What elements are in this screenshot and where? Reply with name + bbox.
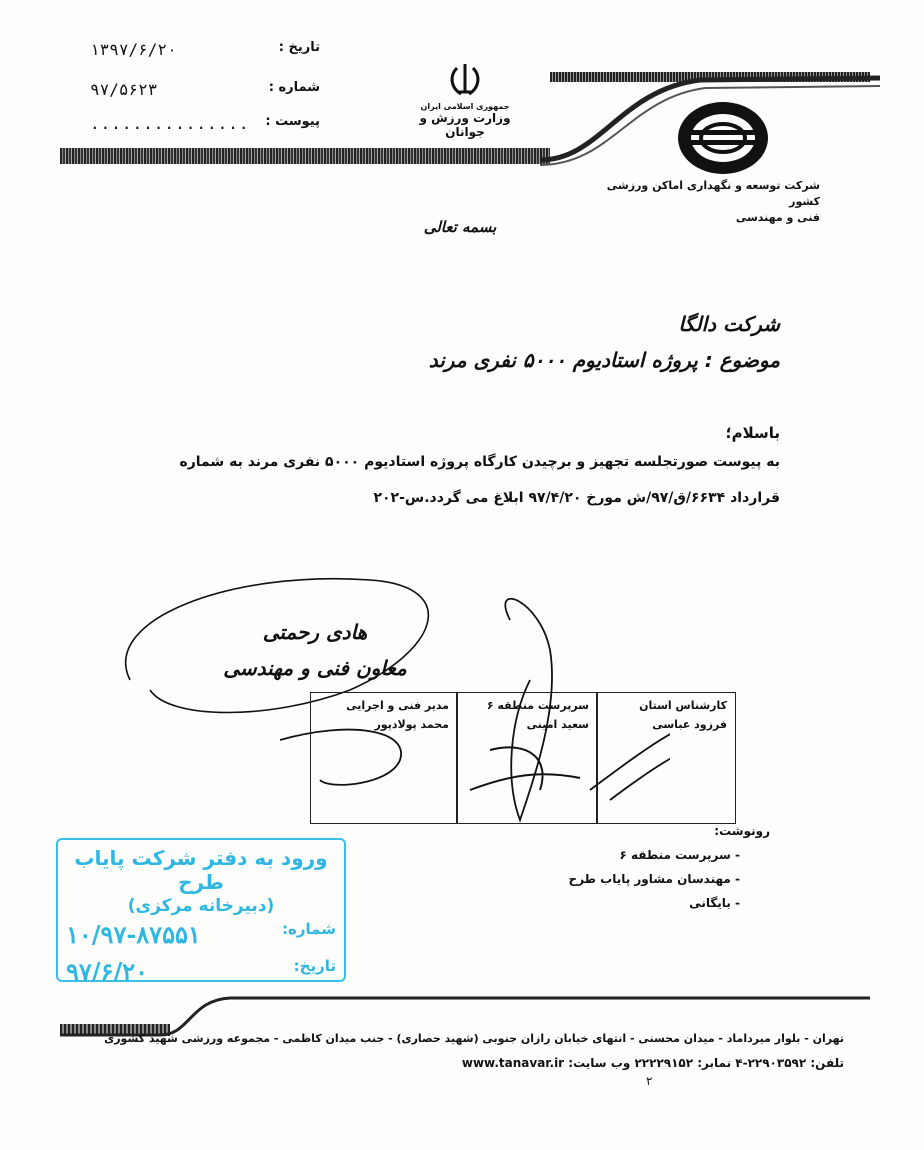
meta-attachment-value: ............... (90, 114, 250, 133)
cc-item: - بایگانی (560, 896, 740, 910)
meta-attachment-label: پیوست : (265, 114, 320, 129)
recipient: شرکت دالگا (678, 312, 780, 336)
sign-box-director (310, 692, 458, 824)
cc-list (560, 848, 740, 920)
invocation: بسمه تعالی (423, 218, 497, 236)
sign-box-supervisor-name: سعید امینی (526, 718, 589, 731)
company-department: فنی و مهندسی (735, 211, 820, 224)
meta-date-value: ۱۳۹۷/۶/۲۰ (90, 40, 177, 59)
sign-box-director-role: مدیر فنی و اجرایی (346, 699, 449, 712)
signatory-name: هادی رحمتی (262, 620, 368, 644)
meta-number-label: شماره : (268, 80, 320, 95)
footer-address: تهران - بلوار میرداماد - میدان محسنی - انتهای خیابان رازان جنوبی (شهید حصاری) - جنب میدان کاظمی - مجموعه ورزشی شهید کشوری (104, 1032, 844, 1045)
header-decor-band-left (60, 148, 550, 164)
cc-item: - سرپرست منطقه ۶ (560, 848, 740, 862)
stamp-date-value: ۹۷/۶/۲۰ (66, 957, 148, 986)
ministry-block (400, 62, 530, 139)
sign-box-supervisor (456, 692, 598, 824)
signatory-title: معاون فنی و مهندسی (223, 656, 407, 680)
sign-box-expert-name: فرزود عباسی (652, 718, 727, 731)
stamp-number-value: ۱۰/۹۷-۸۷۵۵۱ (66, 920, 201, 949)
meta-attachment (90, 114, 320, 133)
received-stamp (56, 838, 346, 986)
subject: موضوع : پروژه استادیوم ۵۰۰۰ نفری مرند (428, 348, 780, 372)
meta-date (90, 40, 320, 59)
meta-number (90, 80, 320, 99)
sign-box-expert (596, 692, 736, 824)
body-paragraph-line2: قرارداد ۶۶۳۴/ق/۹۷/ش مورخ ۹۷/۴/۲۰ ابلاغ می گردد.س-۲۰۲ (373, 490, 780, 506)
cc-item: - مهندسان مشاور پایاب طرح (560, 872, 740, 886)
sign-box-supervisor-role: سرپرست منطقه ۶ (486, 699, 589, 712)
company-name: شرکت توسعه و نگهداری اماکن ورزشی کشور (606, 179, 820, 208)
republic-label: جمهوری اسلامی ایران (420, 102, 510, 111)
cc-label: رونوشت: (714, 824, 770, 838)
sign-box-director-name: محمد پولادپور (374, 718, 449, 731)
stamp-date-row (58, 953, 344, 990)
sign-box-expert-role: کارشناس استان (639, 699, 727, 712)
stamp-line1: ورود به دفتر شرکت پایاب طرح (74, 846, 328, 894)
stamp-number-row (58, 916, 344, 953)
stamp-date-label: تاریخ: (293, 957, 336, 975)
body-paragraph-line1: به پیوست صورتجلسه تجهیز و برچیدن کارگاه پروژه استادیوم ۵۰۰۰ نفری مرند به شماره (179, 454, 780, 470)
ministry-label: وزارت ورزش و جوانان (419, 111, 511, 139)
greeting: باسلام؛ (725, 424, 780, 442)
footer-contact: تلفن: ۲۲۹۰۳۵۹۲-۴ نمابر: ۲۲۲۲۹۱۵۲ وب سایت: www.tanavar.ir (461, 1056, 844, 1070)
meta-date-label: تاریخ : (278, 40, 320, 55)
company-block (580, 178, 820, 226)
company-logo-icon (676, 100, 770, 176)
stamp-line2: (دبیرخانه مرکزی) (127, 896, 275, 916)
footer-page: ۲ (646, 1074, 653, 1088)
meta-number-value: ۹۷/۵۶۲۳ (90, 80, 158, 99)
stamp-number-label: شماره: (282, 920, 336, 938)
iran-emblem-icon (445, 62, 485, 98)
